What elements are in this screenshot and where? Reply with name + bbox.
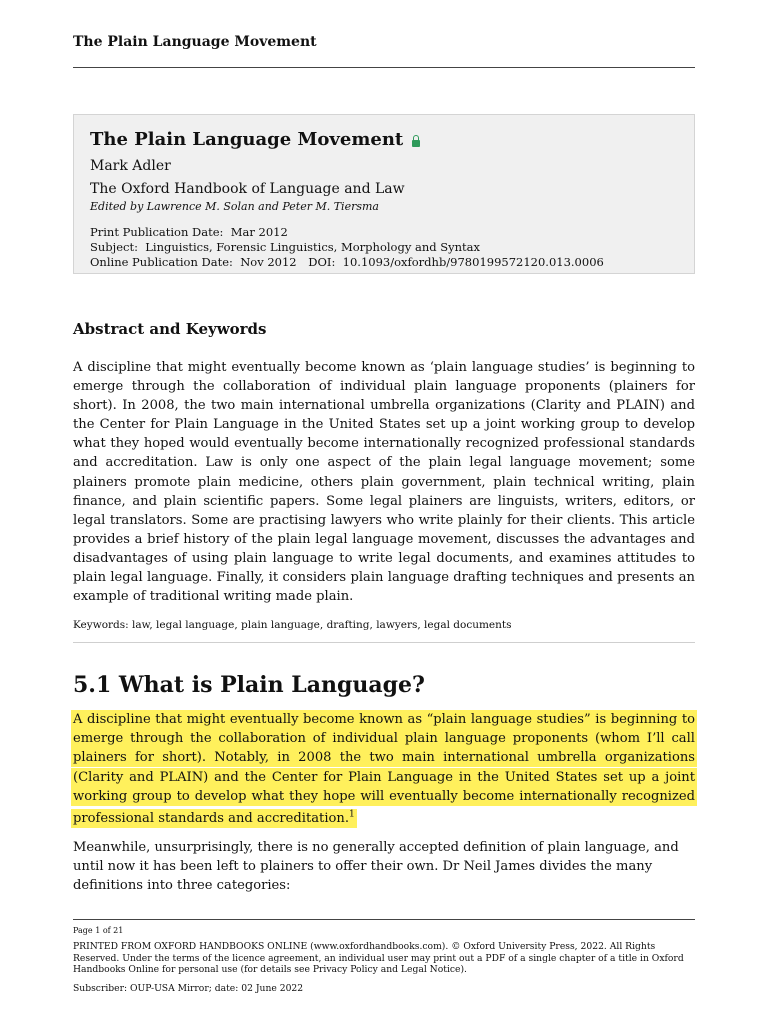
online-date-label: Online Publication Date: — [90, 255, 233, 269]
publication-details — [90, 225, 678, 270]
chapter-author[interactable]: Mark Adler — [90, 158, 171, 174]
abstract-text: A discipline that might eventually become known as ‘plain language studies’ is beginning to emerge through the collaboration of individual plain language proponents (plainers for short). In 2008, the two main international umbrella organizations (Clarity and PLAIN) and the Center for Plain Language in the United States set up a joint working group to develop what they hoped would eventually become internationally recognized professional standards and accreditation. Law is only one aspect of the plain legal language movement; some plainers promote plain medicine, others plain government, plain technical writing, plain finance, and plain scientific papers. Some legal plainers are linguists, writers, editors, or legal translators. Some are practising lawyers who write plainly for their clients. This article provides a brief history of the plain legal language movement, discusses the advantages and disadvantages of using plain language to write legal documents, and examines attitudes to plain legal language. Finally, it considers plain language drafting techniques and presents an example of traditional writing made plain. — [73, 360, 695, 605]
footnote-ref[interactable]: 1 — [348, 810, 355, 821]
print-publication-line — [90, 225, 678, 240]
text-highlight — [73, 712, 695, 826]
chapter-metadata-box — [73, 114, 695, 274]
keywords: Keywords: law, legal language, plain language, drafting, lawyers, legal documents — [73, 619, 512, 631]
doi-label: DOI: — [308, 255, 336, 269]
highlighted-paragraph — [73, 710, 695, 829]
section-heading: 5.1 What is Plain Language? — [73, 672, 425, 698]
running-head: The Plain Language Movement — [73, 34, 317, 50]
doi-value[interactable]: 10.1093/oxfordhb/9780199572120.013.0006 — [342, 255, 604, 269]
subject-label: Subject: — [90, 240, 138, 254]
copyright-notice: PRINTED FROM OXFORD HANDBOOKS ONLINE (www.oxfordhandbooks.com). © Oxford University Press, 2022. All Rights Reserved. Under the terms of the licence agreement, an individual user may print out a PDF of a single chapter of a title in Oxford Handbooks Online for personal use (for details see Privacy Policy and Legal Notice). — [73, 941, 684, 975]
header-rule — [73, 67, 695, 68]
document-page — [73, 0, 695, 1024]
chapter-title-row — [90, 127, 678, 153]
footer-rule — [73, 919, 695, 920]
page-number: Page 1 of 21 — [73, 926, 124, 935]
print-date-label: Print Publication Date: — [90, 225, 224, 239]
book-title[interactable]: The Oxford Handbook of Language and Law — [90, 181, 405, 197]
online-publication-line — [90, 255, 678, 270]
keywords-divider — [73, 642, 695, 643]
paragraph-2: Meanwhile, unsurprisingly, there is no generally accepted definition of plain language, and until now it has been left to plainers to offer their own. Dr Neil James divides the many definitions into three categories: — [73, 840, 679, 894]
subject-line — [90, 240, 678, 255]
print-date-value: Mar 2012 — [230, 225, 288, 239]
subject-value[interactable]: Linguistics, Forensic Linguistics, Morphology and Syntax — [145, 240, 481, 254]
subscriber-line: Subscriber: OUP-USA Mirror; date: 02 June 2022 — [73, 983, 304, 994]
chapter-title: The Plain Language Movement — [90, 129, 404, 150]
online-date-value: Nov 2012 — [240, 255, 297, 269]
open-access-lock-icon — [412, 140, 420, 147]
book-editors: Edited by Lawrence M. Solan and Peter M. Tiersma — [90, 200, 379, 213]
paragraph-1-text: A discipline that might eventually become known as “plain language studies” is beginning to emerge through the collaboration of individual plain language proponents (whom I’ll call plainers for short). Notably, in 2008 the two main international umbrella organizations (Clarity and PLAIN) and the Center for Plain Language in the United States set up a joint working group to develop what they hope will eventually become internationally recognized professional standards and accreditation. — [73, 712, 695, 827]
abstract-heading: Abstract and Keywords — [73, 320, 267, 338]
